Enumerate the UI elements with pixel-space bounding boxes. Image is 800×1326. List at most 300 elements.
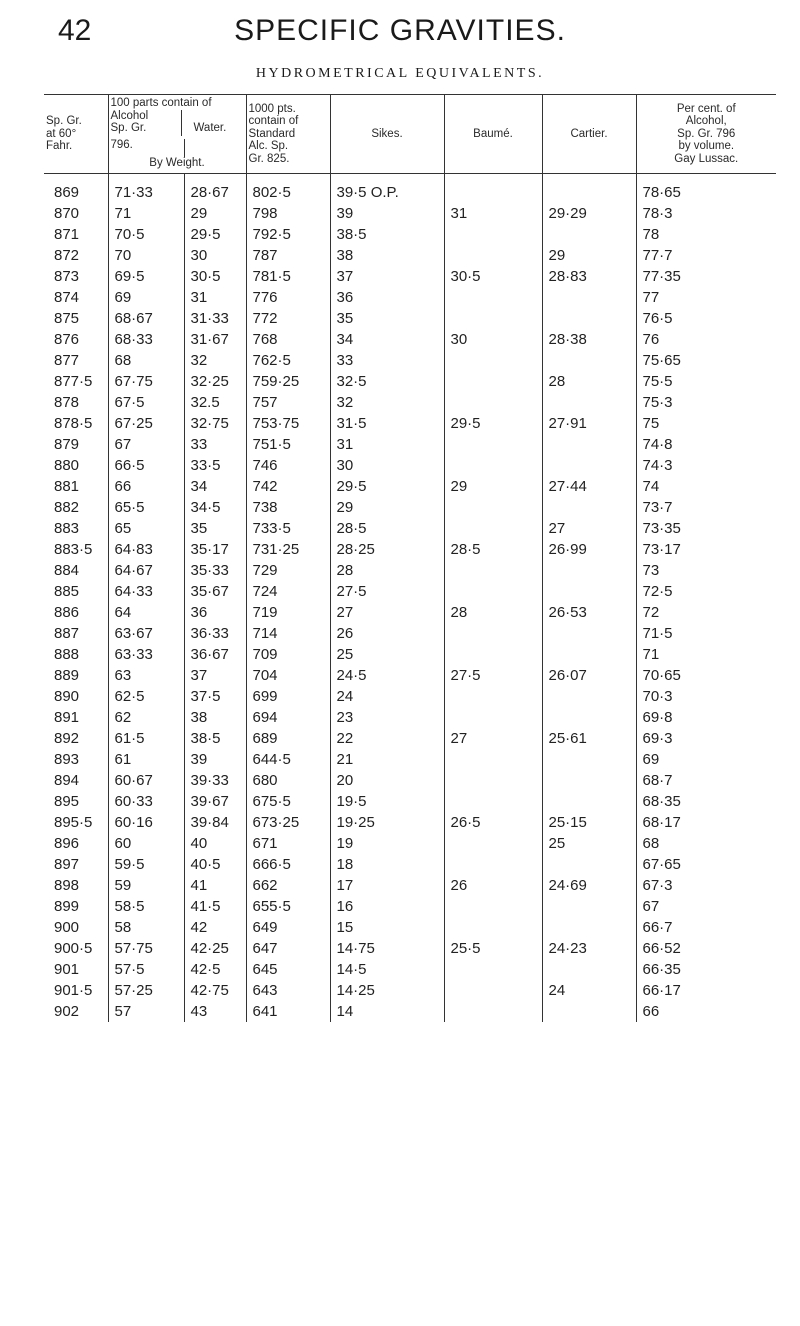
water-cell: 31·33 — [184, 308, 246, 329]
cartier-cell — [542, 707, 636, 728]
sikes-cell: 27 — [330, 602, 444, 623]
table-row — [44, 833, 776, 854]
sp-gr-cell: 890 — [54, 688, 80, 705]
standard-alc-cell: 645 — [246, 959, 330, 980]
baume-cell: 30 — [444, 329, 542, 350]
alcohol-cell: 57·5 — [108, 959, 184, 980]
alcohol-cell: 58 — [108, 917, 184, 938]
sp-gr-cell: 876 — [54, 331, 80, 348]
cartier-cell: 29 — [542, 245, 636, 266]
table-row — [44, 434, 776, 455]
water-cell: 33 — [184, 434, 246, 455]
alcohol-cell: 66 — [108, 476, 184, 497]
sikes-cell: 14 — [330, 1001, 444, 1022]
gay-lussac-cell: 66·17 — [636, 980, 776, 1001]
gay-lussac-cell: 76·5 — [636, 308, 776, 329]
sikes-cell: 38 — [330, 245, 444, 266]
sikes-cell: 31 — [330, 434, 444, 455]
gay-lussac-cell: 72·5 — [636, 581, 776, 602]
sikes-cell: 37 — [330, 266, 444, 287]
sikes-cell: 14·5 — [330, 959, 444, 980]
sikes-cell: 28 — [330, 560, 444, 581]
sikes-cell: 31·5 — [330, 413, 444, 434]
cartier-cell: 25·61 — [542, 728, 636, 749]
cartier-cell — [542, 623, 636, 644]
gay-lussac-cell: 77·7 — [636, 245, 776, 266]
gay-lussac-cell: 68·17 — [636, 812, 776, 833]
table-row — [44, 980, 776, 1001]
sikes-cell: 14·25 — [330, 980, 444, 1001]
alcohol-cell: 67·5 — [108, 392, 184, 413]
sp-gr-cell: 902 — [54, 1003, 80, 1020]
standard-alc-cell: 751·5 — [246, 434, 330, 455]
table-row — [44, 1001, 776, 1022]
standard-alc-cell: 753·75 — [246, 413, 330, 434]
alcohol-cell: 57 — [108, 1001, 184, 1022]
sikes-cell: 17 — [330, 875, 444, 896]
sikes-cell: 34 — [330, 329, 444, 350]
gay-lussac-cell: 78·65 — [636, 174, 776, 204]
baume-cell — [444, 174, 542, 204]
table-row — [44, 350, 776, 371]
water-cell: 40·5 — [184, 854, 246, 875]
standard-alc-cell: 798 — [246, 203, 330, 224]
cartier-cell: 27·91 — [542, 413, 636, 434]
gay-lussac-cell: 70·65 — [636, 665, 776, 686]
water-cell: 36·33 — [184, 623, 246, 644]
water-cell: 40 — [184, 833, 246, 854]
standard-alc-cell: 792·5 — [246, 224, 330, 245]
sp-gr-cell: 879 — [54, 436, 80, 453]
cartier-cell: 28 — [542, 371, 636, 392]
sikes-cell: 14·75 — [330, 938, 444, 959]
standard-alc-cell: 662 — [246, 875, 330, 896]
gay-lussac-cell: 78 — [636, 224, 776, 245]
water-cell: 30·5 — [184, 266, 246, 287]
sp-gr-cell: 883 — [54, 520, 80, 537]
gay-lussac-cell: 76 — [636, 329, 776, 350]
standard-alc-cell: 731·25 — [246, 539, 330, 560]
alcohol-cell: 61·5 — [108, 728, 184, 749]
sikes-cell: 15 — [330, 917, 444, 938]
table-row — [44, 497, 776, 518]
baume-cell: 31 — [444, 203, 542, 224]
table-row — [44, 560, 776, 581]
standard-alc-cell: 762·5 — [246, 350, 330, 371]
table-row — [44, 245, 776, 266]
baume-cell — [444, 791, 542, 812]
cartier-cell — [542, 350, 636, 371]
sikes-cell: 20 — [330, 770, 444, 791]
gay-lussac-cell: 73·7 — [636, 497, 776, 518]
sp-gr-cell: 878 — [54, 394, 80, 411]
water-cell: 38 — [184, 707, 246, 728]
table-row — [44, 812, 776, 833]
cartier-cell: 25 — [542, 833, 636, 854]
alcohol-cell: 71·33 — [108, 174, 184, 204]
standard-alc-cell: 746 — [246, 455, 330, 476]
sikes-cell: 32 — [330, 392, 444, 413]
gay-lussac-cell: 74·8 — [636, 434, 776, 455]
standard-alc-cell: 709 — [246, 644, 330, 665]
water-cell: 32·75 — [184, 413, 246, 434]
sp-gr-cell: 898 — [54, 877, 80, 894]
standard-alc-cell: 666·5 — [246, 854, 330, 875]
sikes-cell: 24·5 — [330, 665, 444, 686]
alcohol-cell: 58·5 — [108, 896, 184, 917]
cartier-cell: 27 — [542, 518, 636, 539]
sp-gr-cell: 871 — [54, 226, 80, 243]
sp-gr-cell: 881 — [54, 478, 80, 495]
cartier-cell — [542, 686, 636, 707]
cartier-cell — [542, 644, 636, 665]
cartier-cell — [542, 896, 636, 917]
standard-alc-cell: 680 — [246, 770, 330, 791]
sp-gr-cell: 872 — [54, 247, 80, 264]
cartier-cell — [542, 917, 636, 938]
alcohol-cell: 70·5 — [108, 224, 184, 245]
baume-cell — [444, 560, 542, 581]
standard-alc-cell: 733·5 — [246, 518, 330, 539]
alcohol-cell: 71 — [108, 203, 184, 224]
standard-alc-cell: 802·5 — [246, 174, 330, 204]
cartier-cell: 25·15 — [542, 812, 636, 833]
water-cell: 35·67 — [184, 581, 246, 602]
standard-alc-cell: 649 — [246, 917, 330, 938]
water-cell: 42·5 — [184, 959, 246, 980]
baume-cell — [444, 434, 542, 455]
alcohol-cell: 69·5 — [108, 266, 184, 287]
sp-gr-cell: 901 — [54, 961, 80, 978]
sikes-cell: 25 — [330, 644, 444, 665]
gay-lussac-cell: 75·65 — [636, 350, 776, 371]
standard-alc-cell: 675·5 — [246, 791, 330, 812]
table-row — [44, 539, 776, 560]
header-sikes: Sikes. — [330, 95, 444, 174]
alcohol-cell: 63 — [108, 665, 184, 686]
gay-lussac-cell: 67·65 — [636, 854, 776, 875]
baume-cell — [444, 644, 542, 665]
page-header — [0, 14, 800, 58]
sikes-cell: 27·5 — [330, 581, 444, 602]
sp-gr-cell: 892 — [54, 730, 80, 747]
baume-cell — [444, 980, 542, 1001]
sp-gr-cell: 878·5 — [54, 415, 93, 432]
water-cell: 42·75 — [184, 980, 246, 1001]
baume-cell — [444, 1001, 542, 1022]
gay-lussac-cell: 68 — [636, 833, 776, 854]
table-row — [44, 791, 776, 812]
gay-lussac-cell: 69·3 — [636, 728, 776, 749]
standard-alc-cell: 738 — [246, 497, 330, 518]
water-cell: 30 — [184, 245, 246, 266]
sikes-cell: 18 — [330, 854, 444, 875]
sp-gr-cell: 900 — [54, 919, 80, 936]
standard-alc-cell: 729 — [246, 560, 330, 581]
water-cell: 34 — [184, 476, 246, 497]
cartier-cell — [542, 791, 636, 812]
sp-gr-cell: 873 — [54, 268, 80, 285]
standard-alc-cell: 673·25 — [246, 812, 330, 833]
gay-lussac-cell: 66·7 — [636, 917, 776, 938]
water-cell: 31·67 — [184, 329, 246, 350]
table-row — [44, 455, 776, 476]
standard-alc-cell: 759·25 — [246, 371, 330, 392]
gay-lussac-cell: 66 — [636, 1001, 776, 1022]
sikes-cell: 30 — [330, 455, 444, 476]
cartier-cell — [542, 434, 636, 455]
sp-gr-cell: 895 — [54, 793, 80, 810]
alcohol-cell: 63·33 — [108, 644, 184, 665]
standard-alc-cell: 641 — [246, 1001, 330, 1022]
sikes-cell: 23 — [330, 707, 444, 728]
alcohol-cell: 65·5 — [108, 497, 184, 518]
cartier-cell — [542, 959, 636, 980]
gay-lussac-cell: 68·7 — [636, 770, 776, 791]
sp-gr-cell: 888 — [54, 646, 80, 663]
sikes-cell: 35 — [330, 308, 444, 329]
cartier-cell: 26·53 — [542, 602, 636, 623]
cartier-cell: 24 — [542, 980, 636, 1001]
running-title: SPECIFIC GRAVITIES. — [234, 14, 566, 47]
sikes-cell: 16 — [330, 896, 444, 917]
water-cell: 32.5 — [184, 392, 246, 413]
table-row — [44, 308, 776, 329]
water-cell: 34·5 — [184, 497, 246, 518]
cartier-cell — [542, 392, 636, 413]
table-row — [44, 749, 776, 770]
sikes-cell: 29·5 — [330, 476, 444, 497]
alcohol-cell: 67·75 — [108, 371, 184, 392]
gay-lussac-cell: 75·3 — [636, 392, 776, 413]
baume-cell — [444, 224, 542, 245]
standard-alc-cell: 655·5 — [246, 896, 330, 917]
table-row — [44, 371, 776, 392]
sp-gr-cell: 877 — [54, 352, 80, 369]
table-row — [44, 875, 776, 896]
sp-gr-cell: 887 — [54, 625, 80, 642]
table-row — [44, 203, 776, 224]
gay-lussac-cell: 73·35 — [636, 518, 776, 539]
cartier-cell — [542, 308, 636, 329]
baume-cell — [444, 245, 542, 266]
sikes-cell: 19·25 — [330, 812, 444, 833]
cartier-cell: 28·38 — [542, 329, 636, 350]
alcohol-cell: 64 — [108, 602, 184, 623]
baume-cell — [444, 896, 542, 917]
table-row — [44, 644, 776, 665]
baume-cell — [444, 623, 542, 644]
table-title: HYDROMETRICAL EQUIVALENTS. — [255, 66, 545, 81]
baume-cell: 27 — [444, 728, 542, 749]
gay-lussac-cell: 67 — [636, 896, 776, 917]
baume-cell — [444, 854, 542, 875]
baume-cell: 29 — [444, 476, 542, 497]
header-by-weight: By Weight. — [108, 157, 246, 174]
table-row — [44, 707, 776, 728]
cartier-cell: 24·69 — [542, 875, 636, 896]
baume-cell: 28 — [444, 602, 542, 623]
baume-cell — [444, 749, 542, 770]
water-cell: 41 — [184, 875, 246, 896]
gay-lussac-cell: 69 — [636, 749, 776, 770]
cartier-cell — [542, 174, 636, 204]
sikes-cell: 28·5 — [330, 518, 444, 539]
water-cell: 36·67 — [184, 644, 246, 665]
alcohol-cell: 65 — [108, 518, 184, 539]
baume-cell — [444, 770, 542, 791]
water-cell: 29 — [184, 203, 246, 224]
water-cell: 39 — [184, 749, 246, 770]
baume-cell — [444, 833, 542, 854]
standard-alc-cell: 757 — [246, 392, 330, 413]
sp-gr-cell: 886 — [54, 604, 80, 621]
alcohol-cell: 59·5 — [108, 854, 184, 875]
alcohol-cell: 64·67 — [108, 560, 184, 581]
baume-cell: 26·5 — [444, 812, 542, 833]
sikes-cell: 21 — [330, 749, 444, 770]
standard-alc-cell: 704 — [246, 665, 330, 686]
water-cell: 29·5 — [184, 224, 246, 245]
alcohol-cell: 70 — [108, 245, 184, 266]
baume-cell: 29·5 — [444, 413, 542, 434]
gay-lussac-cell: 66·52 — [636, 938, 776, 959]
cartier-cell: 28·83 — [542, 266, 636, 287]
cartier-cell — [542, 1001, 636, 1022]
table-row — [44, 665, 776, 686]
water-cell: 39·67 — [184, 791, 246, 812]
alcohol-cell: 60·33 — [108, 791, 184, 812]
sikes-cell: 28·25 — [330, 539, 444, 560]
sp-gr-cell: 882 — [54, 499, 80, 516]
water-cell: 39·84 — [184, 812, 246, 833]
gay-lussac-cell: 70·3 — [636, 686, 776, 707]
standard-alc-cell: 694 — [246, 707, 330, 728]
sp-gr-cell: 870 — [54, 205, 80, 222]
cartier-cell — [542, 749, 636, 770]
alcohol-cell: 68·67 — [108, 308, 184, 329]
table-row — [44, 896, 776, 917]
water-cell: 39·33 — [184, 770, 246, 791]
sp-gr-cell: 885 — [54, 583, 80, 600]
sp-gr-cell: 895·5 — [54, 814, 93, 831]
standard-alc-cell: 644·5 — [246, 749, 330, 770]
table-row — [44, 854, 776, 875]
alcohol-cell: 60·67 — [108, 770, 184, 791]
water-cell: 36 — [184, 602, 246, 623]
sikes-cell: 29 — [330, 497, 444, 518]
standard-alc-cell: 724 — [246, 581, 330, 602]
alcohol-cell: 62·5 — [108, 686, 184, 707]
baume-cell — [444, 581, 542, 602]
table-row — [44, 581, 776, 602]
water-cell: 42·25 — [184, 938, 246, 959]
sp-gr-cell: 884 — [54, 562, 80, 579]
table-row — [44, 602, 776, 623]
gay-lussac-cell: 67·3 — [636, 875, 776, 896]
alcohol-cell: 57·75 — [108, 938, 184, 959]
standard-alc-cell: 647 — [246, 938, 330, 959]
sp-gr-cell: 869 — [54, 184, 80, 201]
table-row — [44, 413, 776, 434]
alcohol-cell: 66·5 — [108, 455, 184, 476]
baume-cell — [444, 959, 542, 980]
water-cell: 35·17 — [184, 539, 246, 560]
gay-lussac-cell: 68·35 — [636, 791, 776, 812]
baume-cell: 26 — [444, 875, 542, 896]
table-row — [44, 329, 776, 350]
alcohol-cell: 64·83 — [108, 539, 184, 560]
baume-cell — [444, 707, 542, 728]
alcohol-cell: 61 — [108, 749, 184, 770]
alcohol-cell: 67 — [108, 434, 184, 455]
cartier-cell — [542, 497, 636, 518]
cartier-cell — [542, 770, 636, 791]
table-row — [44, 770, 776, 791]
sp-gr-cell: 883·5 — [54, 541, 93, 558]
gay-lussac-cell: 72 — [636, 602, 776, 623]
table-row — [44, 623, 776, 644]
gay-lussac-cell: 78·3 — [636, 203, 776, 224]
sp-gr-cell: 889 — [54, 667, 80, 684]
alcohol-cell: 64·33 — [108, 581, 184, 602]
alcohol-cell: 67·25 — [108, 413, 184, 434]
sp-gr-cell: 877·5 — [54, 373, 93, 390]
table-row — [44, 174, 776, 204]
standard-alc-cell: 781·5 — [246, 266, 330, 287]
header-sp-gr: Sp. Gr. at 60° Fahr. — [44, 95, 108, 174]
water-cell: 37·5 — [184, 686, 246, 707]
sikes-cell: 22 — [330, 728, 444, 749]
water-cell: 35·33 — [184, 560, 246, 581]
sikes-cell: 24 — [330, 686, 444, 707]
standard-alc-cell: 742 — [246, 476, 330, 497]
sikes-cell: 36 — [330, 287, 444, 308]
standard-alc-cell: 689 — [246, 728, 330, 749]
cartier-cell — [542, 854, 636, 875]
gay-lussac-cell: 77 — [636, 287, 776, 308]
gay-lussac-cell: 75·5 — [636, 371, 776, 392]
header-cartier: Cartier. — [542, 95, 636, 174]
table-row — [44, 392, 776, 413]
water-cell: 38·5 — [184, 728, 246, 749]
table-row — [44, 917, 776, 938]
alcohol-cell: 62 — [108, 707, 184, 728]
sikes-cell: 32·5 — [330, 371, 444, 392]
table-row — [44, 959, 776, 980]
table-row — [44, 686, 776, 707]
baume-cell — [444, 518, 542, 539]
water-cell: 43 — [184, 1001, 246, 1022]
gay-lussac-cell: 75 — [636, 413, 776, 434]
baume-cell — [444, 287, 542, 308]
standard-alc-cell: 772 — [246, 308, 330, 329]
sikes-cell: 39·5 O.P. — [330, 174, 444, 204]
sp-gr-cell: 897 — [54, 856, 80, 873]
standard-alc-cell: 719 — [246, 602, 330, 623]
sikes-cell: 26 — [330, 623, 444, 644]
cartier-cell — [542, 581, 636, 602]
gay-lussac-cell: 66·35 — [636, 959, 776, 980]
gay-lussac-cell: 71 — [636, 644, 776, 665]
water-cell: 32·25 — [184, 371, 246, 392]
sp-gr-cell: 901·5 — [54, 982, 93, 999]
sikes-cell: 19 — [330, 833, 444, 854]
cartier-cell: 24·23 — [542, 938, 636, 959]
gay-lussac-cell: 77·35 — [636, 266, 776, 287]
gay-lussac-cell: 74·3 — [636, 455, 776, 476]
alcohol-cell: 63·67 — [108, 623, 184, 644]
